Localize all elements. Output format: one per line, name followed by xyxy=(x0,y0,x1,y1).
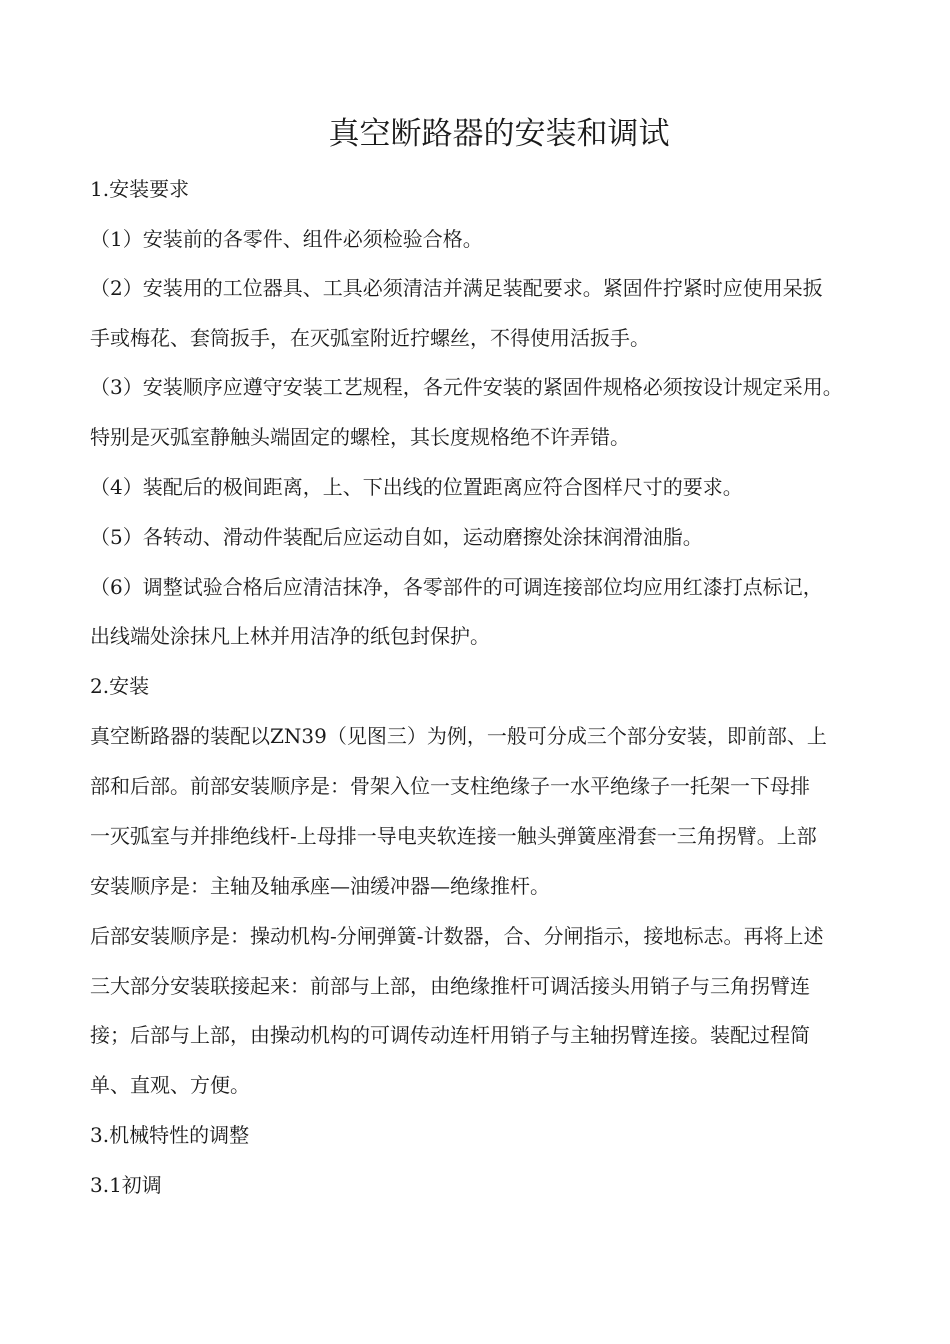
paragraph-line: 安装顺序是：主轴及轴承座—油缓冲器—绝缘推杆。 xyxy=(90,874,550,898)
paragraph-line: 手或梅花、套筒扳手，在灭弧室附近拧螺丝，不得使用活扳手。 xyxy=(90,326,650,350)
paragraph-line: 部和后部。前部安装顺序是：骨架入位一支柱绝缘子一水平绝缘子一托架一下母排 xyxy=(90,774,810,798)
section-heading-2: 2.安装 xyxy=(90,674,150,698)
paragraph-line: 特别是灭弧室静触头端固定的螺栓，其长度规格绝不许弄错。 xyxy=(90,425,630,449)
paragraph-line: 接；后部与上部，由操动机构的可调传动连杆用销子与主轴拐臂连接。装配过程简 xyxy=(90,1023,810,1047)
paragraph-line: （1）安装前的各零件、组件必须检验合格。 xyxy=(90,227,483,251)
paragraph-line: 三大部分安装联接起来：前部与上部，由绝缘推杆可调活接头用销子与三角拐臂连 xyxy=(90,974,810,998)
section-heading-1: 1.安装要求 xyxy=(90,177,190,201)
section-heading-3: 3.机械特性的调整 xyxy=(90,1123,250,1147)
paragraph-line: （4）装配后的极间距离，上、下出线的位置距离应符合图样尺寸的要求。 xyxy=(90,475,743,499)
page-title: 真空断路器的安装和调试 xyxy=(328,116,670,152)
paragraph-line: 后部安装顺序是：操动机构-分闸弹簧-计数器，合、分闸指示，接地标志。再将上述 xyxy=(90,924,824,948)
subsection-heading-3-1: 3.1初调 xyxy=(90,1173,162,1197)
paragraph-line: （2）安装用的工位器具、工具必须清洁并满足装配要求。紧固件拧紧时应使用呆扳 xyxy=(90,276,823,300)
paragraph-line: 出线端处涂抹凡上林并用洁净的纸包封保护。 xyxy=(90,624,490,648)
paragraph-line: （6）调整试验合格后应清洁抹净，各零部件的可调连接部位均应用红漆打点标记， xyxy=(90,575,823,599)
paragraph-line: 真空断路器的装配以ZN39（见图三）为例，一般可分成三个部分安装，即前部、上 xyxy=(90,724,827,748)
paragraph-line: （3）安装顺序应遵守安装工艺规程，各元件安装的紧固件规格必须按设计规定采用。 xyxy=(90,375,843,399)
paragraph-line: 单、直观、方便。 xyxy=(90,1073,250,1097)
paragraph-line: 一灭弧室与并排绝线杆-上母排一导电夹软连接一触头弹簧座滑套一三角拐臂。上部 xyxy=(90,824,817,848)
paragraph-line: （5）各转动、滑动件装配后应运动自如，运动磨擦处涂抹润滑油脂。 xyxy=(90,525,703,549)
